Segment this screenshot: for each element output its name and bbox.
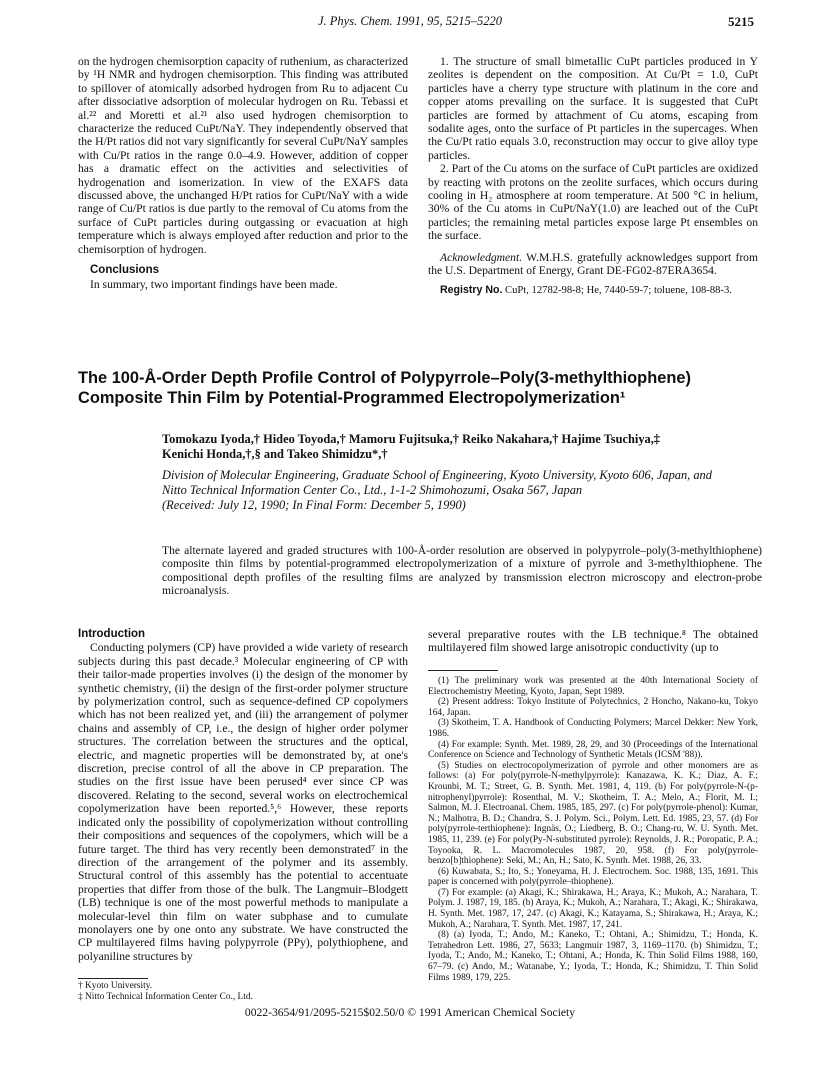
journal-header: J. Phys. Chem. 1991, 95, 5215–5220	[317, 14, 502, 28]
abstract: The alternate layered and graded structures with 100-Å-order resolution are observed in polypyrrole–poly(3-methylthiophene) composite thin films by potential-programmed electropolymerization of a mixture of pyrrole and 3-methylthiophene. The compositional depth profiles of the resulting films are analyzed by transmission electron microscopy and electron-probe microanalysis.	[162, 544, 762, 597]
footnote-rule	[78, 978, 148, 979]
finding-2: 2. Part of the Cu atoms on the surface of CuPt particles are oxidized by reacting with protons on the zeolite surfaces, which occurs during cooling in H₂ atmosphere at room temperature. At 500 °C in helium, 30% of the Cu atoms in CuPt/NaY(1.0) are leached out of the CuPt particles; the remaining metal particles expose large Pt ensembles on the surface.	[428, 162, 758, 243]
reference-item: (6) Kuwabata, S.; Ito, S.; Yoneyama, H. J. Electrochem. Soc. 1988, 135, 1691. This paper is concerned with poly(pyrrole–thiophene).	[428, 866, 758, 888]
footnotes	[78, 981, 408, 1003]
reference-item: (1) The preliminary work was presented at the 40th International Society of Electrochemistry Meeting, Kyoto, Japan, Sept 1989.	[428, 676, 758, 697]
reference-item: (3) Skotheim, T. A. Handbook of Conducting Polymers; Marcel Dekker: New York, 1986.	[428, 718, 758, 739]
page-number: 5215	[728, 14, 754, 29]
footnote-nitto: ‡ Nitto Technical Information Center Co., Ltd.	[78, 991, 253, 1002]
affiliations	[162, 468, 772, 513]
top-left-column	[78, 55, 408, 291]
footnote-kyoto: † Kyoto University.	[78, 981, 153, 991]
registry-numbers	[428, 284, 758, 297]
reference-item: (4) For example: Synth. Met. 1989, 28, 29, and 30 (Proceedings of the International Conference on Science and Technology of Synthetic Metals (ICSM '88)).	[428, 739, 758, 761]
conclusions-heading: Conclusions	[90, 264, 160, 277]
introduction-continued	[428, 628, 758, 655]
title-line-1: The 100-Å-Order Depth Profile Control of Polypyrrole–Poly(3-methylthiophene)	[78, 369, 691, 387]
copyright-line: 0022-3654/91/2095-5215$02.50/0 © 1991 American Chemical Society	[244, 1006, 576, 1019]
introduction-continued-text: several preparative routes with the LB technique.⁸ The obtained multilayered film showed large anisotropic conductivity (up to	[428, 628, 758, 655]
title-line-2: Composite Thin Film by Potential-Programmed Electropolymerization¹	[78, 389, 626, 407]
authors-line-2: Kenichi Honda,†,§ and Takeo Shimidzu*,†	[162, 447, 388, 461]
received-dates: (Received: July 12, 1990; In Final Form: December 5, 1990)	[162, 498, 466, 512]
introduction-column	[78, 628, 408, 963]
references-list	[428, 676, 758, 983]
acknowledgment-label: Acknowledgment.	[440, 250, 523, 264]
reference-item: (8) (a) Iyoda, T.; Ando, M.; Kaneko, T.; Ohtani, A.; Shimidzu, T.; Honda, K. Tetrahedron Lett. 1986, 27, 5633; Langmuir 1987, 3, 1169–1170. (b) Shimidzu, T.; Iyoda, T.; Ando, M.; Kaneko, T.; Ohtani, A.; Honda, K. Thin Solid Films 1988, 160, 67–79. (c) Ando, M.; Watanabe, Y.; Iyoda, T.; Honda, K.; Shimidzu, T. Thin Solid Films 1989, 179, 225.	[428, 930, 758, 983]
acknowledgment	[428, 251, 758, 278]
references-rule	[428, 670, 498, 671]
article-title	[78, 368, 778, 408]
author-list	[162, 432, 762, 462]
finding-1: 1. The structure of small bimetallic CuPt particles produced in Y zeolites is dependent on the composition. At Cu/Pt = 1.0, CuPt particles have a cherry type structure with platinum in the core and copper atoms prevailing on the surface. It is suggested that CuPt particles are formed by attachment of Cu atoms, escaping from sodalite ages, onto the surface of Pt particles in the supercages. When the Cu/Pt ratio equals 3.0, reconstruction may occur to give alloy type particles.	[428, 55, 758, 162]
affiliation-line-1: Division of Molecular Engineering, Graduate School of Engineering, Kyoto University, Kyoto 606, Japan, and	[162, 468, 712, 482]
reference-item: (5) Studies on electrocopolymerization of pyrrole and other monomers are as follows: (a) For poly(pyrrole-N-methylpyrrole): Kanazawa, K. K.; Diaz, A. F.; Krounbi, M. T.; Street, G. B. Synth. Met. 1981, 4, 119. (b) For poly(pyrrole-N-(p-nitrophenyl)pyrrole): Rosenthal, M. V.; Skotheim, T. A.; Melo, A.; Florit, M. I.; Salmon, M. J. Electroanal. Chem. 1985, 185, 297. (c) For poly(pyrrole-phenol): Kumar, N.; Malhotra, B. D.; Chandra, S. J. Polym. Sci., Polym. Lett. Ed. 1985, 23, 57. (d) For poly(pyrrole-terthiophene): Ingnäs, O.; Liedberg, B. O.; Chang-ru, W. U. Synth. Met. 1985, 11, 239. (e) For poly(Py-N-substituted pyrrole): Reynolds, J. R.; Poropatic, P. A.; Toyooka, R. L. Macromolecules 1987, 20, 958. (f) For poly(pyrrole-benzo[b]thiophene): Seki, M.; An, H.; Sato, K. Synth. Met. 1988, 26, 33.	[428, 760, 758, 867]
conclusions-text: In summary, two important findings have been made.	[90, 277, 338, 291]
registry-text: CuPt, 12782-98-8; He, 7440-59-7; toluene, 108-88-3.	[502, 284, 732, 296]
registry-label: Registry No.	[440, 283, 503, 296]
acknowledgment-text: W.M.H.S. gratefully acknowledges support from the U.S. Department of Energy, Grant DE-FG02-87ERA3654.	[428, 250, 758, 278]
introduction-text: Conducting polymers (CP) have provided a wide variety of research subjects during this past decade.³ Molecular engineering of CP with their tailor-made properties involves (i) the design of the monomer by synthetic chemistry, (ii) the design of the first-order polymer structure by polymerization control, such as sequence-defined CP copolymers which has not been realized yet, and (iii) the arrangement of polymer chains and assembly of CP, i.e., the design of higher order polymer structures. The correlation between the structures and the optical, electric, and magnetic properties will be demonstrated by, at one's discretion, precise control of all the above in CP preparation. The studies on the first issue have been perused⁴ ever since CP was discovered. Relating to the second, several works on electrochemical copolymerization have been reported.⁵,⁶ However, these reports indicated only the possibility of copolymerization without controlling their compositions and sequences of the copolymers, which will be a future target. The third has very recently been demonstrated⁷ in the direction of the arrangement of the polymer and its assembly. Structural control of this assembly has the potential to accentuate properties that differ from those of the bulk. The Langmuir–Blodgett (LB) technique is one of the most powerful methods to manipulate a molecular-level thin film on water subphase and to cumulate monolayers one by one onto any substrate. We have constructed the CP multilayered films having polypyrrole (PPy), polythiophene, and polyaniline structures by	[78, 641, 408, 963]
authors-line-1: Tomokazu Iyoda,† Hideo Toyoda,† Mamoru Fujitsuka,† Reiko Nakahara,† Hajime Tsuchiya,‡	[162, 432, 661, 446]
top-right-column	[428, 55, 758, 297]
prev-article-paragraph: on the hydrogen chemisorption capacity of ruthenium, as characterized by ¹H NMR and hydrogen chemisorption. This finding was attributed to spillover of atomically adsorbed hydrogen from Ru to adjacent Cu after dissociative adsorption of molecular hydrogen on Ru. Tebassi et al.²² and Moretti et al.²¹ also used hydrogen chemisorption to characterize the reduced CuPt/NaY. They independently observed that the H/Pt ratios did not vary significantly for several CuPt/NaY samples with Cu/Pt ratios in the range 0.0–4.9. However, addition of copper has a dramatic effect on the activities and selectivities of hydrogenation and isomerization. In view of the EXAFS data discussed above, the unchanged H/Pt ratios for CuPt/NaY with a wide range of Cu/Pt ratios is due partly to the removal of Cu atoms from the surface of CuPt particles during outgassing or evacuation at high temperature which is always employed after reduction and prior to the chemisorption of hydrogen.	[78, 55, 408, 256]
reference-item: (2) Present address: Tokyo Institute of Polytechnics, 2 Honcho, Nakano-ku, Tokyo 164, Japan.	[428, 697, 758, 718]
introduction-heading: Introduction	[78, 628, 146, 640]
affiliation-line-2: Nitto Technical Information Center Co., Ltd., 1-1-2 Shimohozumi, Osaka 567, Japan	[162, 483, 583, 497]
reference-item: (7) For example: (a) Akagi, K.; Shirakawa, H.; Araya, K.; Mukoh, A.; Narahara, T. Polym. J. 1987, 19, 185. (b) Araya, K.; Mukoh, A.; Narahara, T.; Akagi, K.; Shirakawa, H. Synth. Met. 1987, 17, 247. (c) Akagi, K.; Katayama, S.; Shirakawa, H.; Araya, K.; Mukoh, A.; Narahara, T. Synth. Met. 1987, 17, 241.	[428, 887, 758, 930]
